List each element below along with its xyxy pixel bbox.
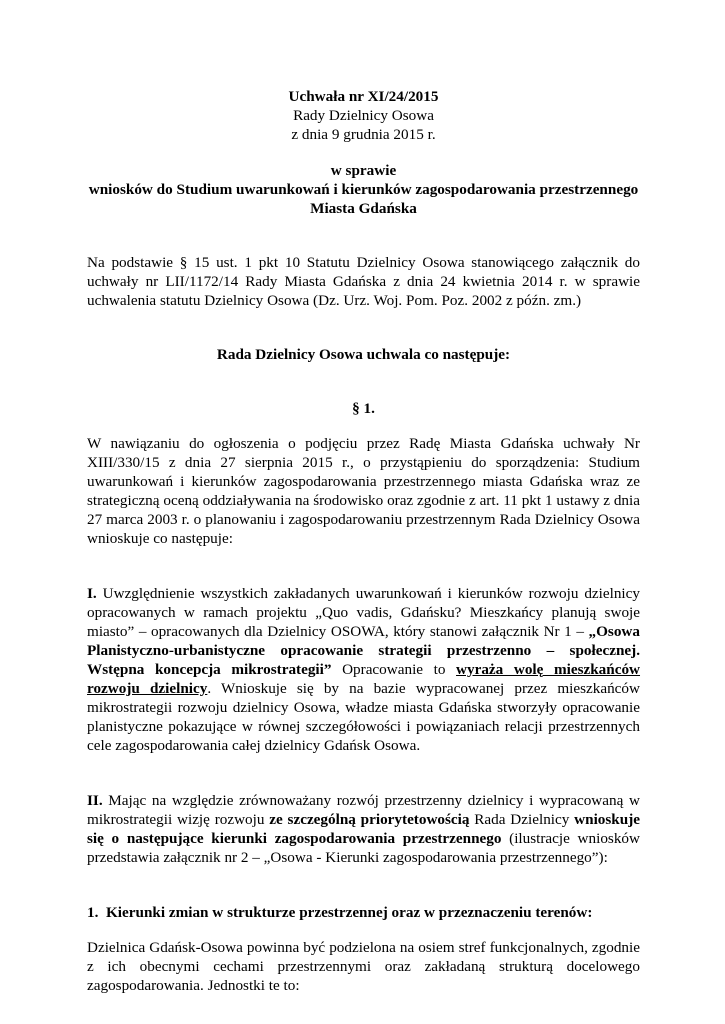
section-2-text-a: Mając na względzie zrównoważany rozwój przestrzenny dzielnicy i wypracowaną w mikrostrategii wizję rozwoju [87,792,640,828]
resolution-number: Uchwała nr XI/24/2015 [288,88,439,105]
section-2-bold-b: wnioskuje się o następujące kierunki zagospodarowania przestrzennego [87,811,640,847]
title-line-1: w sprawie [330,162,397,179]
section-2 [87,791,640,867]
section-1-text-c: . Wnioskuje się by na bazie wypracowanej przez mieszkańców mikrostrategii rozwoju dzielnicy Osowa, władze miasta Gdańska stworzyły opracowanie planistyczne pokazujące w równej szczegółowości i powiązaniach relacji przestrzennych cele zagospodarowania całej dzielnicy Gdańsk Osowa. [87,680,640,754]
document-page [87,87,640,995]
section-1-attachment-title: „Osowa Planistyczno-urbanistyczne opracowanie strategii przestrzenno – społecznej. Wstępna koncepcja mikrostrategii” [87,623,640,678]
paragraph-sign: § 1. [352,400,375,417]
title-line-3: Miasta Gdańska [310,200,417,217]
subsection-1-heading: 1. Kierunki zmian w strukturze przestrzennej oraz w przeznaczeniu terenów: [87,904,593,921]
title-line-2: wniosków do Studium uwarunkowań i kierunków zagospodarowania przestrzennego [88,181,639,198]
subsection-1-body: Dzielnica Gdańsk-Osowa powinna być podzielona na osiem stref funkcjonalnych, zgodnie z ich obecnymi cechami przestrzennymi oraz zakładaną strukturą docelowego zagospodarowania. Jednostki te to: [87,939,640,994]
section-2-bold-a: ze szczególną priorytetowością [269,811,470,828]
section-2-text-c: (ilustracje wniosków przedstawia załącznik nr 2 – „Osowa - Kierunki zagospodarowania przestrzennego”): [87,830,640,866]
paragraph-1-text: W nawiązaniu do ogłoszenia o podjęciu przez Radę Miasta Gdańska uchwały Nr XIII/330/15 z dnia 27 sierpnia 2015 r., o przystąpieniu do sporządzenia: Studium uwarunkowań i kierunków zagospodarowania przestrzennego miasta Gdańska wraz ze strategiczną oceną oddziaływania na środowisko oraz zgodnie z art. 11 pkt 1 ustawy z dnia 27 marca 2003 r. o planowaniu i zagospodarowaniu przestrzennym Rada Dzielnicy Osowa wnioskuje co następuje: [87,435,640,547]
resolution-date: z dnia 9 grudnia 2015 r. [291,126,436,143]
resolution-header [87,87,640,106]
section-1-emphasis: wyraża wolę mieszkańców rozwoju dzielnicy [87,661,641,697]
section-2-text-b: Rada Dzielnicy [469,811,575,828]
section-2-number: II. [87,792,103,809]
section-1-number: I. [87,585,97,602]
section-1-text-a: Uwzględnienie wszystkich zakładanych uwarunkowań i kierunków rozwoju dzielnicy opracowanych w ramach projektu „Quo vadis, Gdańsku? Mieszkańcy planują swoje miasto” – opracowanych dla Dzielnicy OSOWA, który stanowi załącznik Nr 1 – [87,585,640,640]
section-1-text-b: Opracowanie to [331,661,457,678]
resolution-issuer [87,106,640,144]
resolution-title [87,161,640,218]
council-name: Rady Dzielnicy Osowa [293,107,434,124]
section-1 [87,584,640,755]
legal-basis: Na podstawie § 15 ust. 1 pkt 10 Statutu Dzielnicy Osowa stanowiącego załącznik do uchwały nr LII/1172/14 Rady Miasta Gdańska z dnia 24 kwietnia 2014 r. w sprawie uchwalenia statutu Dzielnicy Osowa (Dz. Urz. Woj. Pom. Poz. 2002 z późn. zm.) [87,254,640,309]
decision-statement: Rada Dzielnicy Osowa uchwala co następuje: [216,346,511,363]
